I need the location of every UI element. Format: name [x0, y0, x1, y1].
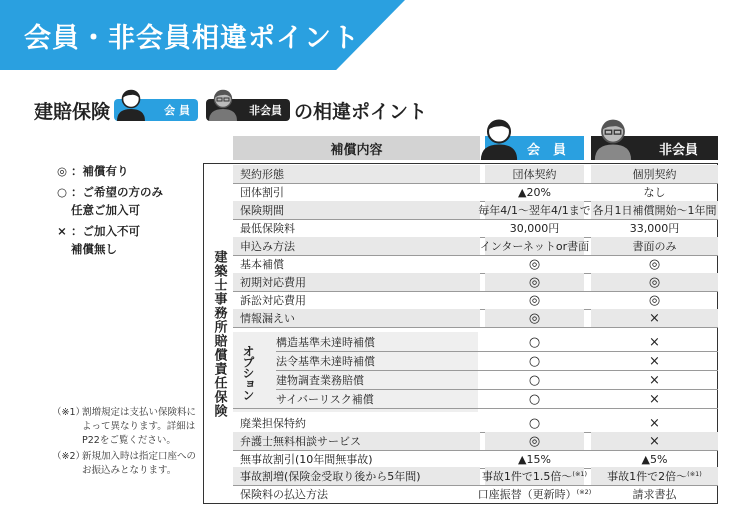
member-cell	[481, 467, 588, 485]
cross-icon: ×	[649, 433, 660, 449]
member-value: ▲20%	[518, 185, 551, 199]
row-label: 情報漏えい	[240, 312, 295, 325]
footnote-ref: (※1)	[687, 470, 702, 478]
circle-icon: ○	[528, 372, 541, 388]
table-row	[0, 450, 729, 468]
member-cell	[478, 201, 591, 219]
footnote-text: 新規加入時は指定口座へのお振込みとなります。	[82, 451, 197, 476]
footnote-ref: (※2)	[576, 488, 592, 496]
row-label: 申込み方法	[240, 240, 295, 253]
nonmember-cell	[591, 390, 718, 408]
double-circle-icon: ◎	[528, 292, 541, 308]
row-divider	[233, 408, 718, 409]
table-row	[0, 485, 729, 503]
member-cell	[485, 183, 584, 201]
cross-icon: ×	[649, 372, 660, 388]
member-cell	[485, 291, 584, 309]
nonmember-cell	[591, 485, 718, 503]
double-circle-icon: ◎	[648, 274, 661, 290]
coverage-header: 補償内容	[233, 136, 480, 160]
table-row	[0, 467, 729, 485]
member-value: ▲15%	[518, 452, 551, 466]
member-badge	[114, 99, 198, 121]
row-divider	[233, 327, 718, 328]
member-cell	[479, 237, 590, 255]
member-cell	[485, 450, 584, 468]
table-row	[0, 201, 729, 219]
table-row	[0, 183, 729, 201]
table-row	[0, 273, 729, 291]
member-column-header	[485, 136, 584, 160]
nonmember-cell	[591, 352, 718, 370]
option-label: オプション	[241, 344, 255, 400]
nonmember-cell	[591, 183, 718, 201]
double-circle-icon: ◎	[56, 164, 68, 178]
double-circle-icon: ◎	[528, 310, 541, 326]
nonmember-value: 33,000円	[629, 222, 680, 235]
nonmember-cell	[591, 309, 718, 327]
nonmember-cell	[591, 450, 718, 468]
nonmember-cell	[591, 467, 718, 485]
nonmember-cell	[591, 201, 718, 219]
nonmember-cell	[591, 219, 718, 237]
nonmember-header-label: 非会員	[658, 142, 698, 158]
member-cell	[485, 371, 584, 389]
nonmember-cell	[591, 255, 718, 273]
footnote-ref: (※1)	[572, 470, 588, 478]
double-circle-icon: ◎	[528, 274, 541, 290]
footnote-text: 割増規定は支払い保険料によって異なります。詳細はP22をご覧ください。	[82, 407, 197, 446]
nonmember-value: 書面のみ	[632, 240, 677, 253]
nonmember-cell	[591, 291, 718, 309]
member-cell	[485, 255, 584, 273]
nonmember-value: 事故1件で2倍～	[607, 470, 688, 483]
row-label: 基本補償	[240, 258, 284, 271]
member-cell	[485, 432, 584, 450]
row-label: サイバーリスク補償	[276, 393, 374, 406]
cross-icon: ×	[649, 353, 660, 369]
cross-icon: ×	[649, 310, 660, 326]
row-label: 契約形態	[240, 168, 284, 181]
row-label: 事故割増(保険金受取り後から5年間)	[240, 470, 421, 483]
nonmember-cell	[591, 237, 718, 255]
member-value: 事故1件で1.5倍～	[481, 470, 573, 483]
row-label: 初期対応費用	[240, 276, 306, 289]
member-cell	[477, 485, 592, 503]
footnote-mark: （※2）	[52, 451, 86, 462]
nonmember-cell	[591, 273, 718, 291]
circle-icon: ○	[56, 185, 68, 199]
row-label: 保険料の払込方法	[240, 488, 328, 501]
nonmember-avatar-icon	[593, 116, 633, 160]
cross-icon: ×	[649, 334, 660, 350]
row-label: 法令基準未達時補償	[276, 355, 375, 368]
table-row	[0, 371, 729, 389]
table-row	[0, 219, 729, 237]
cross-icon: ×	[649, 415, 660, 431]
double-circle-icon: ◎	[648, 256, 661, 272]
member-cell	[485, 352, 584, 370]
footnote-mark: （※1）	[52, 407, 86, 418]
legend-text: ：ご希望の方のみ 任意ご加入可	[71, 185, 163, 217]
nonmember-value: 個別契約	[632, 168, 677, 181]
legend-text: ：ご加入不可 補償無し	[71, 224, 140, 256]
table-row	[0, 255, 729, 273]
member-badge-label: 会 員	[164, 104, 191, 117]
table-row	[0, 352, 729, 370]
nonmember-cell	[591, 333, 718, 351]
category-label: 建築士事務所賠償責任保険	[211, 249, 227, 418]
double-circle-icon: ◎	[648, 292, 661, 308]
table-row	[0, 291, 729, 309]
double-circle-icon: ◎	[528, 433, 541, 449]
nonmember-cell	[591, 414, 718, 432]
nonmember-badge-label: 非会員	[249, 104, 283, 117]
row-label: 無事故割引(10年間無事故)	[240, 453, 373, 466]
member-cell	[485, 219, 584, 237]
member-avatar-icon	[479, 116, 519, 160]
row-label: 最低保険料	[240, 222, 295, 235]
row-label: 構造基準未達時補償	[276, 336, 375, 349]
table-row	[0, 390, 729, 408]
nonmember-badge	[206, 99, 290, 121]
subtitle-suffix: の相違ポイント	[294, 100, 428, 123]
member-cell	[485, 309, 584, 327]
row-label: 建物調査業務賠償	[276, 374, 364, 387]
row-label: 訴訟対応費用	[240, 294, 306, 307]
member-value: 毎年4/1～翌年4/1まで	[478, 204, 591, 217]
table-row	[0, 309, 729, 327]
member-value: 口座振替（更新時）	[477, 488, 577, 501]
double-circle-icon: ◎	[528, 256, 541, 272]
table-row	[0, 414, 729, 432]
table-row	[0, 333, 729, 351]
member-value: インターネットor書面	[479, 240, 590, 253]
circle-icon: ○	[528, 391, 541, 407]
row-label: 団体割引	[240, 186, 284, 199]
member-avatar-icon	[116, 87, 146, 121]
table-row	[0, 165, 729, 183]
row-label: 弁護士無料相談サービス	[240, 435, 361, 448]
cross-icon: ×	[57, 224, 67, 238]
nonmember-cell	[591, 165, 718, 183]
circle-icon: ○	[528, 334, 541, 350]
nonmember-cell	[591, 432, 718, 450]
legend-text: ：補償有り	[71, 164, 129, 178]
nonmember-value: なし	[643, 186, 666, 199]
nonmember-column-header	[591, 136, 718, 160]
nonmember-value: ▲5%	[641, 452, 668, 466]
nonmember-value: 各月1日補償開始～1年間	[592, 204, 717, 217]
member-header-label: 会 員	[526, 142, 566, 158]
member-cell	[485, 390, 584, 408]
page-title: 会員・非会員相違ポイント	[24, 23, 360, 54]
member-value: 30,000円	[509, 222, 560, 235]
member-cell	[485, 414, 584, 432]
nonmember-avatar-icon	[208, 87, 238, 121]
nonmember-value: 請求書払	[632, 488, 677, 501]
member-cell	[485, 273, 584, 291]
table-row	[0, 432, 729, 450]
table-row	[0, 237, 729, 255]
member-cell	[485, 333, 584, 351]
circle-icon: ○	[528, 353, 541, 369]
nonmember-cell	[591, 371, 718, 389]
member-cell	[485, 165, 584, 183]
member-value: 団体契約	[512, 168, 557, 181]
subtitle-prefix: 建賠保険	[34, 100, 111, 123]
row-label: 廃業担保特約	[240, 417, 306, 430]
cross-icon: ×	[649, 391, 660, 407]
section-subtitle	[34, 92, 427, 128]
row-label: 保険期間	[240, 204, 284, 217]
circle-icon: ○	[528, 415, 541, 431]
